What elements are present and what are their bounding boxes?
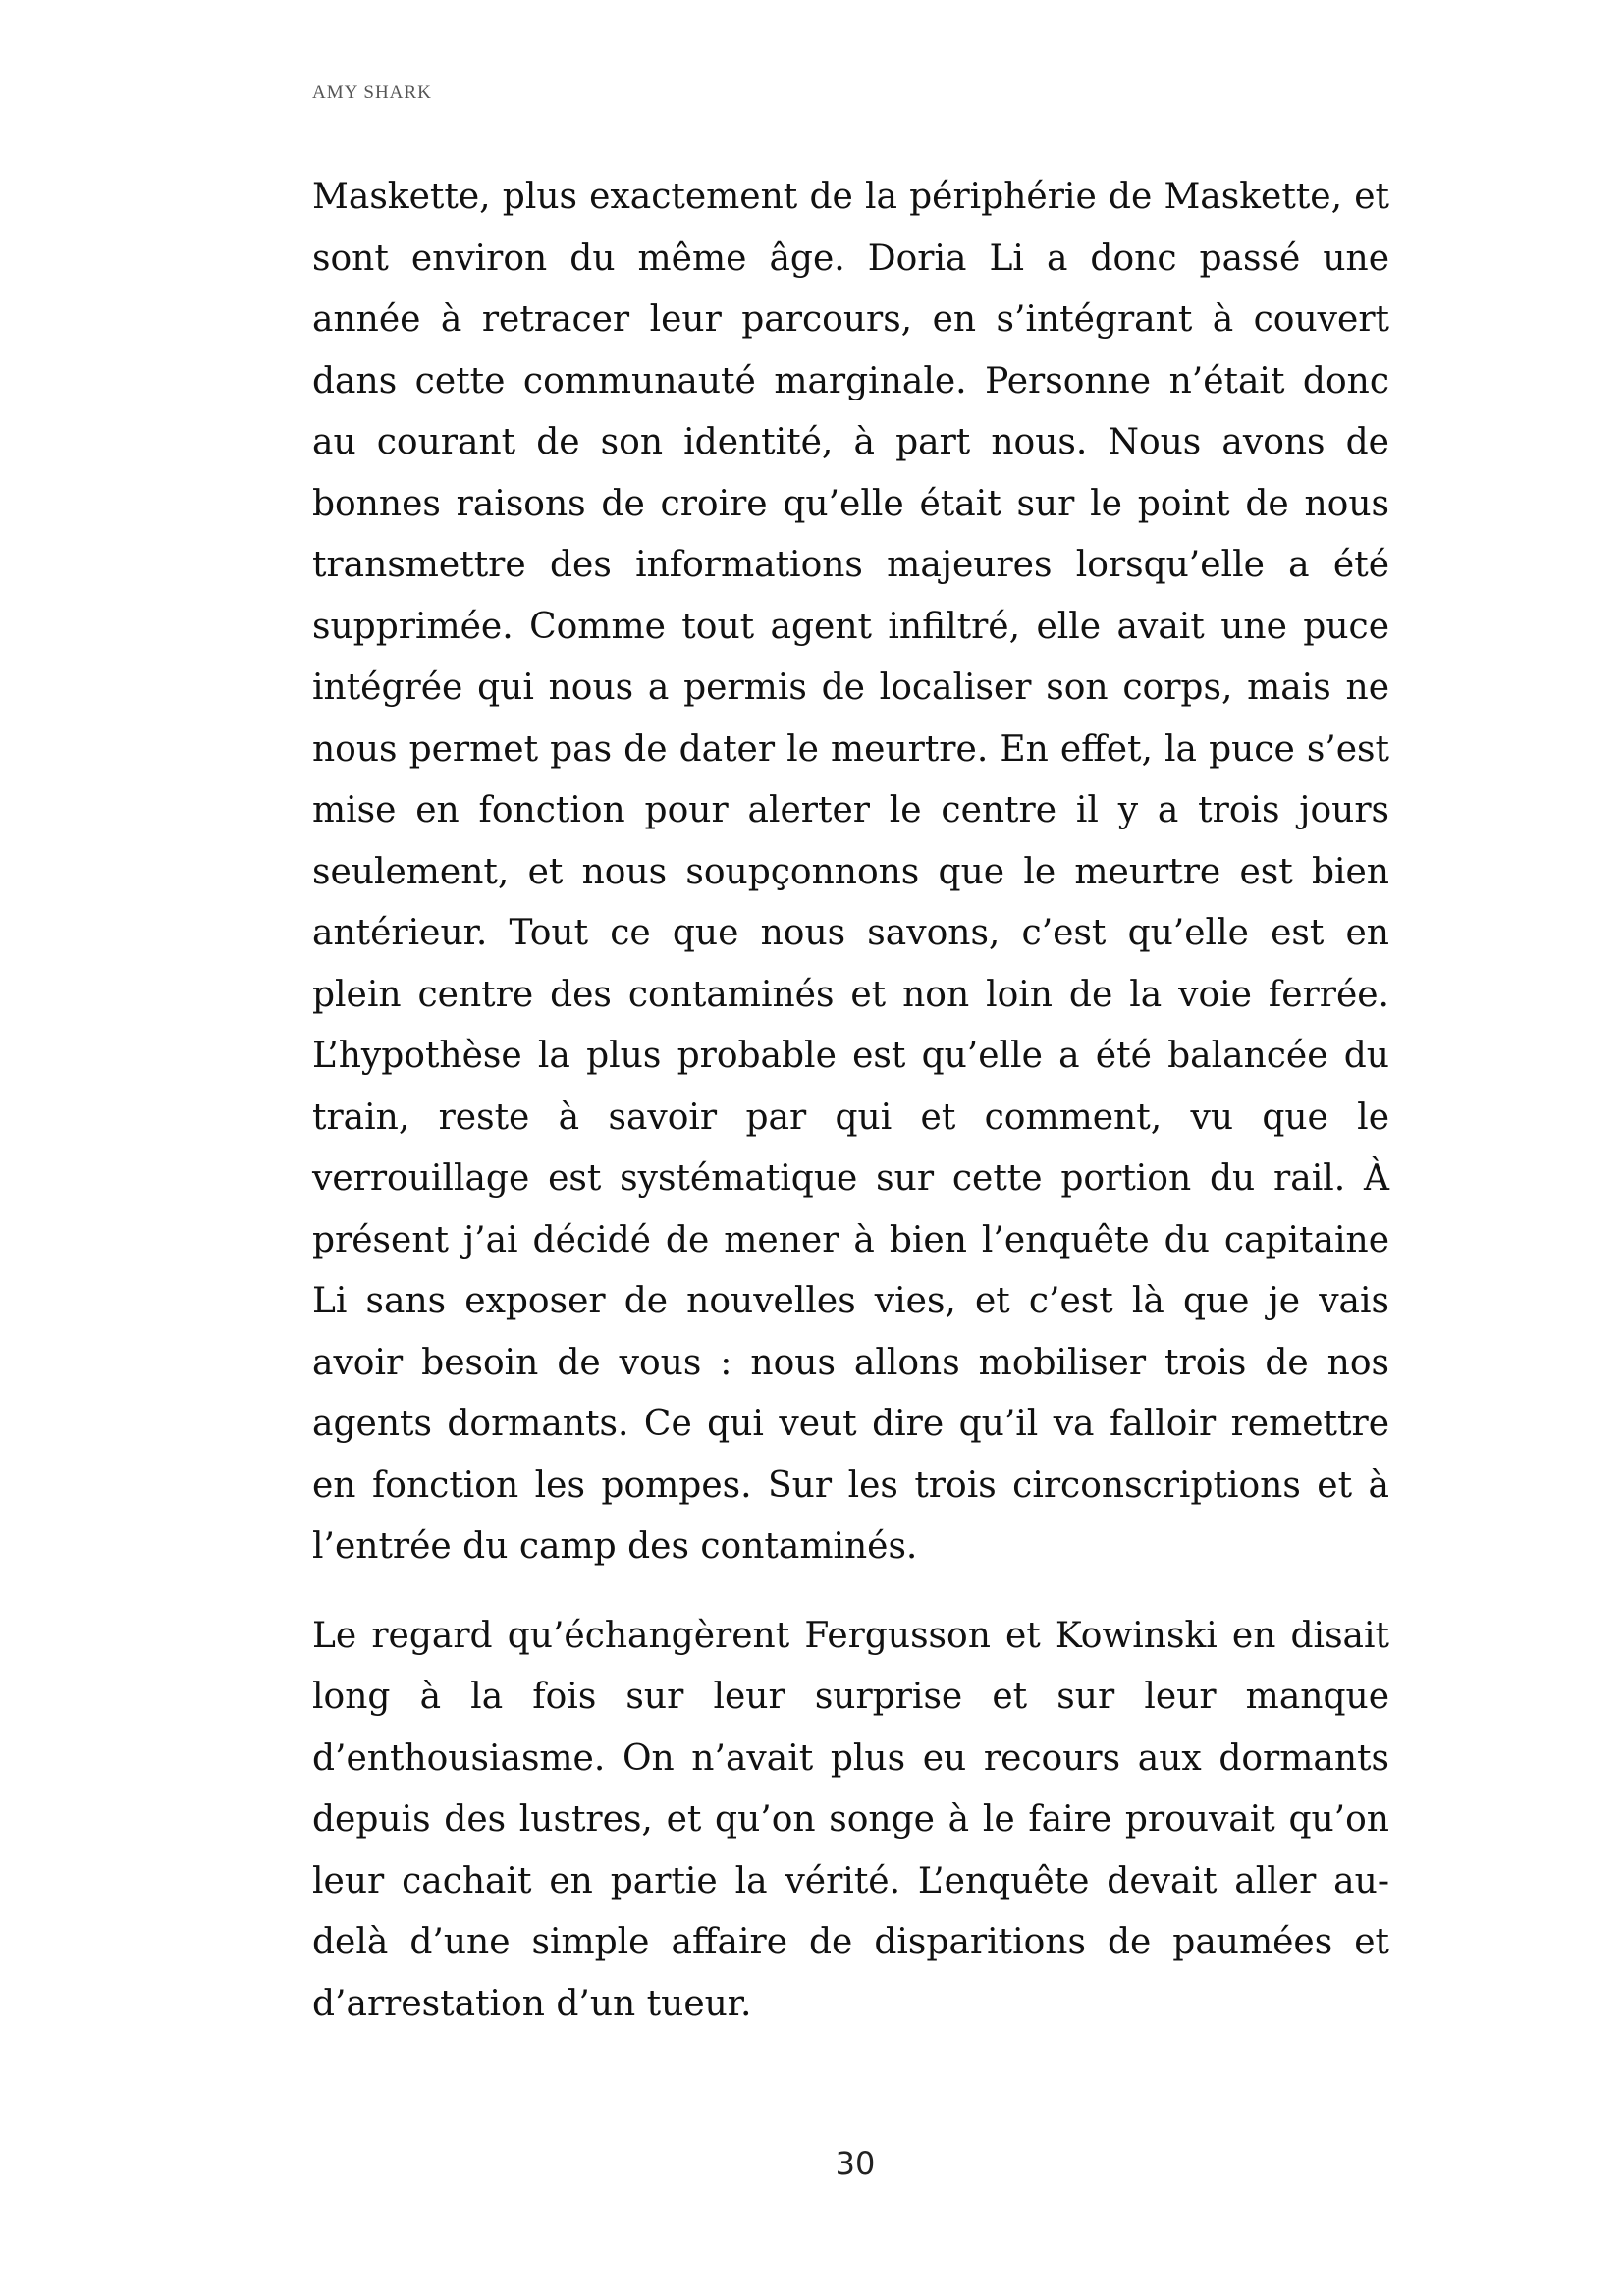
paragraph-2: Le regard qu’échangèrent Fergusson et Kowinski en disait long à la fois sur leur surprise et sur leur manque d’enthousiasme. On n’avait plus eu recours aux dormants depuis des lustres, et qu’on songe à le faire prouvait qu’on leur cachait en partie la vérité. L’enquête devait aller au-delà d’une simple affaire de disparitions de paumées et d’arrestation d’un tueur.	[312, 1615, 1389, 2024]
running-head-author: AMY SHARK	[312, 82, 432, 103]
paragraph-1: Maskette, plus exactement de la périphérie de Maskette, et sont environ du même âge. Doria Li a donc passé une année à retracer leur parcours, en s’intégrant à couvert dans cette communauté marginale. Personne n’était donc au courant de son identité, à part nous. Nous avons de bonnes raisons de croire qu’elle était sur le point de nous transmettre des informations majeures lorsqu’elle a été supprimée. Comme tout agent infiltré, elle avait une puce intégrée qui nous a permis de localiser son corps, mais ne nous permet pas de dater le meurtre. En effet, la puce s’est mise en fonction pour alerter le centre il y a trois jours seulement, et nous soupçonnons que le meurtre est bien antérieur. Tout ce que nous savons, c’est qu’elle est en plein centre des contaminés et non loin de la voie ferrée. L’hypothèse la plus probable est qu’elle a été balancée du train, reste à savoir par qui et comment, vu que le verrouillage est systématique sur cette portion du rail. À présent j’ai décidé de mener à bien l’enquête du capitaine Li sans exposer de nouvelles vies, et c’est là que je vais avoir besoin de vous : nous allons mobiliser trois de nos agents dormants. Ce qui veut dire qu’il va falloir remettre en fonction les pompes. Sur les trois circonscriptions et à l’entrée du camp des contaminés.	[312, 177, 1389, 1567]
page-number: 30	[835, 2145, 876, 2182]
body-text	[312, 167, 1389, 2035]
